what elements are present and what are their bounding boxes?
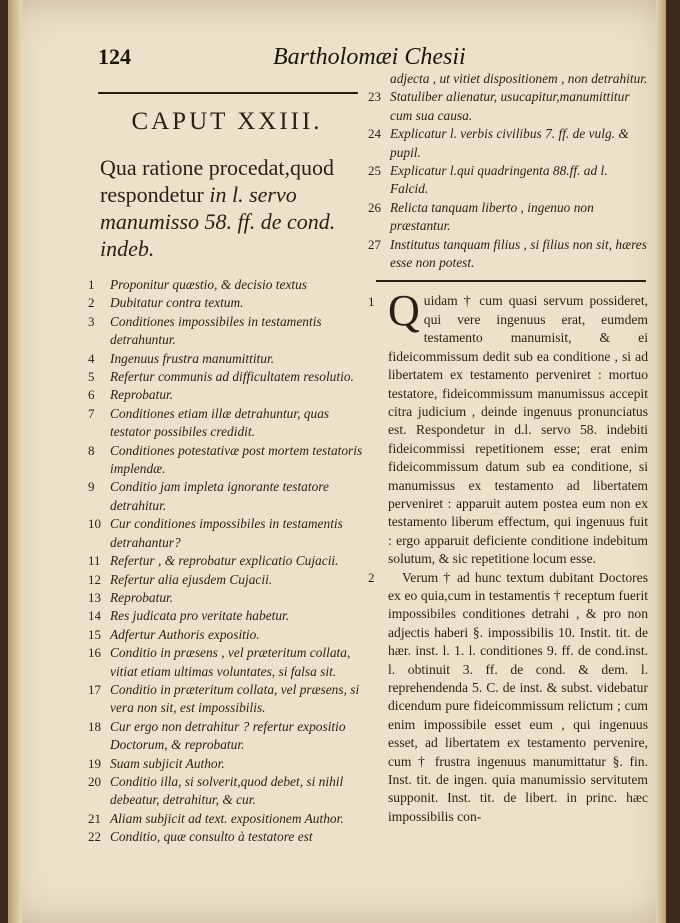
summary-item-number: 16 bbox=[88, 645, 101, 661]
summary-item-text: Institutus tanquam filius , si filius non sit, hæres esse non potest. bbox=[390, 236, 647, 271]
summary-item-number: 10 bbox=[88, 516, 101, 532]
summary-item bbox=[368, 199, 648, 236]
summary-item-number: 6 bbox=[88, 387, 95, 403]
summary-item-text: Statuliber alienatur, usucapitur,manumittitur cum sua causa. bbox=[390, 89, 630, 123]
summary-item-text: Conditiones etiam illæ detrahuntur, quas testator possibiles credidit. bbox=[110, 405, 330, 440]
summary-item-number: 17 bbox=[88, 681, 101, 697]
summary-item-number: 1 bbox=[88, 277, 95, 292]
drop-cap: Q bbox=[388, 286, 420, 336]
title-line-italic: in l. servo bbox=[209, 182, 297, 207]
summary-item-number: 19 bbox=[88, 755, 101, 771]
summary-item-number: 9 bbox=[88, 479, 95, 495]
summary-item-text: Conditio in præteritum collata, vel præsens, si vera non sit, est impossibilis. bbox=[110, 681, 360, 716]
summary-item-number: 2 bbox=[88, 295, 95, 311]
summary-item bbox=[88, 294, 366, 312]
summary-item-text: Cur ergo non detrahitur ? refertur expositio Doctorum, & reprobatur. bbox=[110, 718, 346, 753]
summary-item-text: Explicatur l.qui quadringenta 88.ff. ad l. Falcid. bbox=[390, 163, 608, 197]
summary-item-number: 11 bbox=[88, 553, 101, 569]
running-head: Bartholomæi Chesii bbox=[273, 44, 466, 70]
summary-list bbox=[88, 276, 366, 847]
summary-item bbox=[88, 681, 366, 718]
summary-item bbox=[88, 442, 366, 479]
summary-item bbox=[368, 88, 648, 125]
summary-item-number: 13 bbox=[88, 589, 101, 605]
summary-item-text: Refertur communis ad difficultatem resolutio. bbox=[110, 369, 354, 385]
summary-item bbox=[368, 162, 648, 199]
title-line-roman: Qua ratione procedat,quod bbox=[100, 155, 334, 180]
summary-item bbox=[88, 626, 366, 644]
summary-item-number: 23 bbox=[368, 89, 381, 105]
margin-number: 2 bbox=[368, 569, 375, 585]
summary-item-text: Refertur alia ejusdem Cujacii. bbox=[110, 571, 273, 587]
summary-item bbox=[88, 810, 366, 828]
summary-item-text: Conditio, quæ consulto à testatore est bbox=[110, 829, 313, 845]
right-column bbox=[368, 70, 648, 826]
summary-item-number: 26 bbox=[368, 199, 381, 215]
summary-item-text: Conditio jam impleta ignorante testatore detrahitur. bbox=[110, 479, 329, 513]
summary-list-continued bbox=[368, 70, 648, 272]
paragraph-text: uidam † cum quasi servum possideret, qui vere ingenuus erat, eumdem testamento manumisit, & ei fideicommissum dedit sub ea conditione , si ad libertatem ex testamento perveniret : mortuo testatore, fideicommissum manumissus accepit citra judicium , deinde ingenuus pronunciatus est. Respondetur in d.l. servo 58. indebiti fideicommissi repetitionem esse; erat enim fideicommissum datum sub ea conditione, si manumissus ex testamento ad libertatem perveniret : apparuit autem postea eum non ex testamento liberum effectum, qui ingenuus fuit : ergo apparuit deficiente conditione indebitum solutum, & sic repetitione locum esse. bbox=[388, 293, 648, 567]
paragraph-text: Verum † ad hunc textum dubitant Doctores ex eo quia,cum in testamentis † receptum fuerit impossibiles conditiones detrahi , & pro non adjectis haberi §. impossibilis 10. Instit. tit. de hær. inst. l. 1. l. conditiones 9. ff. de cond.inst. l. obtinuit 3. ff. de cond. & dem. l. reprehendenda 5. C. de inst. & subst. videbatur dicendum pure fideicommissum relictum ; cum enim impossibile esset eum , qui ingenuus esset, ad libertatem ex testamento pervenire, cum † frustra ingenuus manumittatur §. fin. Inst. tit. de ingen. quia manumissio servitutem supponit. Inst. tit. de libert. in princ. hæc impossibilis con- bbox=[388, 569, 648, 824]
summary-item-number: 20 bbox=[88, 773, 101, 789]
summary-item-text: Suam subjicit Author. bbox=[110, 755, 225, 771]
summary-item bbox=[88, 571, 366, 589]
summary-item-text: Proponitur quæstio, & decisio textus bbox=[110, 277, 308, 292]
summary-item bbox=[88, 313, 366, 350]
summary-item bbox=[88, 276, 366, 294]
title-line-roman: respondetur bbox=[100, 182, 210, 207]
summary-item bbox=[368, 70, 648, 88]
summary-item bbox=[368, 125, 648, 162]
title-line-italic: manumisso 58. ff. de cond. bbox=[100, 209, 336, 234]
summary-item bbox=[88, 350, 366, 368]
summary-item bbox=[88, 755, 366, 773]
summary-item-number: 8 bbox=[88, 442, 95, 458]
summary-item-number bbox=[368, 70, 390, 88]
summary-item-text: Conditio in præsens , vel præteritum collata, vitiat etiam ultimas voluntates, si falsa sit. bbox=[110, 645, 351, 679]
summary-item-text: Conditiones potestativæ post mortem testatoris implendæ. bbox=[110, 442, 363, 477]
summary-item bbox=[88, 386, 366, 404]
summary-item-text: Explicatur l. verbis civilibus 7. ff. de vulg. & pupil. bbox=[390, 126, 629, 160]
body-text bbox=[368, 286, 648, 826]
summary-item-text: Cur conditiones impossibiles in testamentis detrahantur? bbox=[110, 516, 343, 550]
summary-item bbox=[88, 405, 366, 442]
summary-item-text: Conditiones impossibiles in testamentis detrahuntur. bbox=[110, 313, 322, 348]
left-column bbox=[88, 96, 366, 847]
summary-item-text: Relicta tanquam liberto , ingenuo non præstantur. bbox=[390, 199, 594, 234]
summary-item-number: 5 bbox=[88, 369, 95, 385]
page-gutter bbox=[8, 0, 22, 923]
chapter-title bbox=[88, 154, 366, 262]
summary-item-text: adjecta , ut vitiet dispositionem , non detrahitur. bbox=[390, 71, 648, 86]
header-rule-left bbox=[98, 92, 358, 94]
page-number: 124 bbox=[98, 44, 131, 69]
book-page bbox=[8, 0, 666, 923]
summary-item-text: Reprobatur. bbox=[110, 387, 174, 403]
summary-item bbox=[88, 644, 366, 681]
summary-item-number: 18 bbox=[88, 718, 101, 734]
summary-item-text: Conditio illa, si solverit,quod debet, si nihil debeatur, detrahitur, & cur. bbox=[110, 773, 344, 808]
summary-item-number: 4 bbox=[88, 350, 95, 366]
summary-item bbox=[88, 368, 366, 386]
paragraph bbox=[388, 286, 648, 568]
summary-item-text: Ingenuus frustra manumittitur. bbox=[110, 350, 275, 366]
summary-item bbox=[88, 478, 366, 515]
summary-item-number: 22 bbox=[88, 829, 101, 845]
summary-item-text: Refertur , & reprobatur explicatio Cujacii. bbox=[110, 553, 339, 569]
summary-item-number: 24 bbox=[368, 126, 381, 142]
title-line-italic: indeb. bbox=[100, 236, 155, 261]
summary-item bbox=[88, 589, 366, 607]
summary-item-number: 27 bbox=[368, 236, 381, 252]
summary-item-number: 25 bbox=[368, 163, 381, 179]
summary-item bbox=[88, 828, 366, 846]
summary-item-number: 14 bbox=[88, 608, 101, 624]
summary-item bbox=[368, 236, 648, 273]
summary-item-text: Adfertur Authoris expositio. bbox=[110, 626, 260, 642]
summary-item bbox=[88, 515, 366, 552]
summary-item-number: 21 bbox=[88, 810, 101, 826]
summary-item-number: 3 bbox=[88, 313, 95, 329]
page-edge bbox=[656, 0, 666, 923]
summary-item-text: Aliam subjicit ad text. expositionem Author. bbox=[110, 810, 344, 826]
paragraph bbox=[368, 569, 648, 827]
chapter-number: CAPUT XXIII. bbox=[131, 108, 323, 135]
summary-item bbox=[88, 552, 366, 570]
margin-number: 1 bbox=[368, 294, 375, 310]
summary-item bbox=[88, 773, 366, 810]
summary-item-number: 7 bbox=[88, 405, 95, 421]
summary-item bbox=[88, 718, 366, 755]
summary-item-text: Reprobatur. bbox=[110, 589, 174, 605]
summary-item-number: 12 bbox=[88, 571, 101, 587]
summary-item-number: 15 bbox=[88, 626, 101, 642]
summary-item-text: Dubitatur contra textum. bbox=[110, 295, 244, 311]
summary-item bbox=[88, 607, 366, 625]
summary-item-text: Res judicata pro veritate habetur. bbox=[110, 608, 290, 624]
column-rule bbox=[376, 280, 646, 282]
